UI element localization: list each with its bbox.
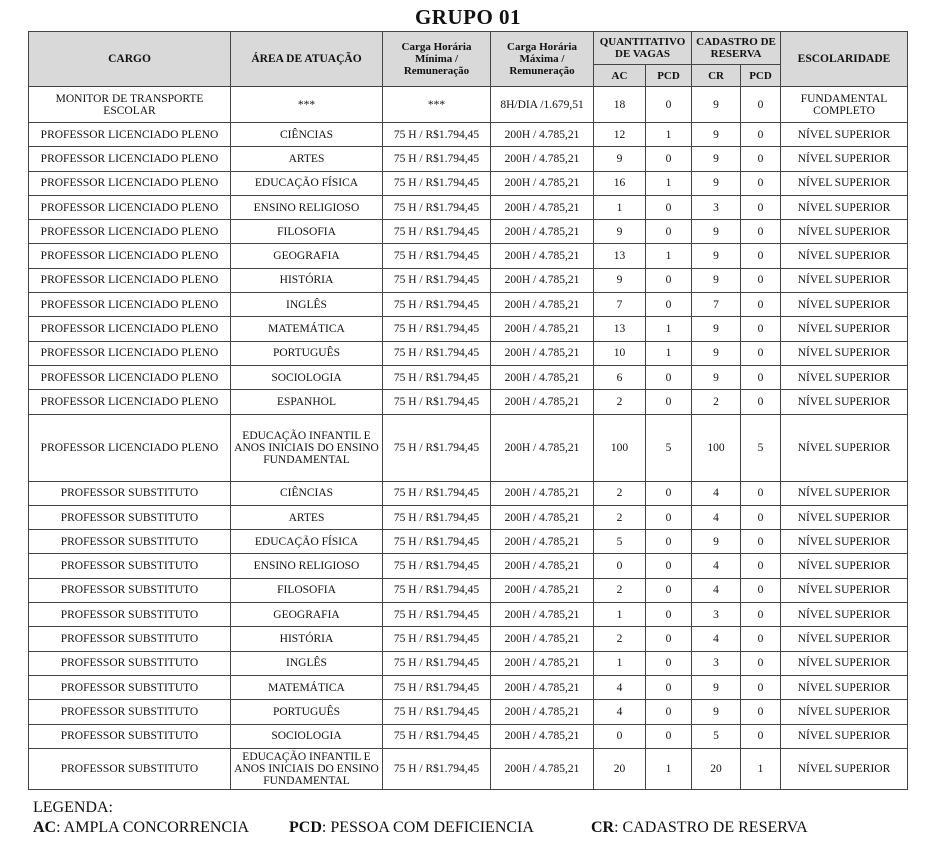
cell-cr: 9 [692,220,741,244]
cell-carga-maxima: 200H / 4.785,21 [491,603,594,627]
header-pcd-reserva: PCD [741,65,781,87]
cell-carga-maxima: 200H / 4.785,21 [491,171,594,195]
legend-pcd [289,819,591,837]
cell-cr: 4 [692,627,741,651]
cell-cr: 9 [692,123,741,147]
cell-cr: 4 [692,505,741,529]
legend-ac-text: : AMPLA CONCORRENCIA [56,819,250,836]
cell-cargo: PROFESSOR SUBSTITUTO [29,748,231,789]
cell-cr: 3 [692,651,741,675]
table-row [29,700,908,724]
cell-pcd: 1 [646,171,692,195]
cell-ac: 2 [594,505,646,529]
table-row [29,171,908,195]
cell-pcd-reserva: 0 [741,700,781,724]
cell-cr: 9 [692,341,741,365]
cell-carga-minima: 75 H / R$1.794,45 [383,700,491,724]
cell-pcd-reserva: 0 [741,147,781,171]
cell-ac: 2 [594,627,646,651]
header-cadastro: CADASTRO DE RESERVA [692,32,781,65]
cell-area: PORTUGUÊS [231,700,383,724]
legend-pcd-abbr: PCD [289,819,322,836]
cell-carga-minima: 75 H / R$1.794,45 [383,505,491,529]
cell-escolaridade: NÍVEL SUPERIOR [781,675,908,699]
cell-pcd-reserva: 0 [741,651,781,675]
cell-carga-minima: 75 H / R$1.794,45 [383,341,491,365]
cell-escolaridade: NÍVEL SUPERIOR [781,293,908,317]
cell-pcd: 0 [646,651,692,675]
cell-pcd-reserva: 0 [741,554,781,578]
header-area: ÁREA DE ATUAÇÃO [231,32,383,87]
header-cr: CR [692,65,741,87]
cell-carga-minima: 75 H / R$1.794,45 [383,195,491,219]
cell-ac: 1 [594,651,646,675]
cell-ac: 12 [594,123,646,147]
cell-area: *** [231,87,383,123]
cell-escolaridade: NÍVEL SUPERIOR [781,365,908,389]
cell-carga-minima: 75 H / R$1.794,45 [383,554,491,578]
cell-pcd-reserva: 0 [741,341,781,365]
cell-carga-maxima: 200H / 4.785,21 [491,268,594,292]
cell-carga-minima: 75 H / R$1.794,45 [383,627,491,651]
cell-pcd-reserva: 5 [741,414,781,481]
cell-pcd: 0 [646,220,692,244]
cell-carga-minima: 75 H / R$1.794,45 [383,603,491,627]
cell-pcd: 0 [646,578,692,602]
cell-escolaridade: NÍVEL SUPERIOR [781,268,908,292]
cell-cargo: PROFESSOR LICENCIADO PLENO [29,268,231,292]
cell-cr: 9 [692,530,741,554]
cell-carga-minima: 75 H / R$1.794,45 [383,171,491,195]
cell-pcd-reserva: 0 [741,123,781,147]
cell-carga-minima: 75 H / R$1.794,45 [383,748,491,789]
cell-cargo: PROFESSOR LICENCIADO PLENO [29,341,231,365]
cell-cargo: PROFESSOR SUBSTITUTO [29,554,231,578]
table-row [29,293,908,317]
legend-cr-abbr: CR [591,819,615,836]
cell-ac: 0 [594,554,646,578]
cell-ac: 1 [594,195,646,219]
table-row [29,87,908,123]
cell-pcd-reserva: 0 [741,481,781,505]
table-row [29,481,908,505]
cell-carga-maxima: 200H / 4.785,21 [491,317,594,341]
cell-area: GEOGRAFIA [231,603,383,627]
cell-carga-minima: 75 H / R$1.794,45 [383,724,491,748]
cell-escolaridade: NÍVEL SUPERIOR [781,481,908,505]
cell-carga-minima: 75 H / R$1.794,45 [383,317,491,341]
cell-escolaridade: NÍVEL SUPERIOR [781,724,908,748]
legend-pcd-text: : PESSOA COM DEFICIENCIA [321,819,534,836]
cell-cargo: PROFESSOR LICENCIADO PLENO [29,390,231,414]
legend-ac-abbr: AC [33,819,57,836]
header-escolaridade: ESCOLARIDADE [781,32,908,87]
table-row [29,414,908,481]
cell-carga-maxima: 200H / 4.785,21 [491,675,594,699]
cell-area: CIÊNCIAS [231,123,383,147]
table-row [29,244,908,268]
cell-carga-maxima: 200H / 4.785,21 [491,481,594,505]
cell-area: ARTES [231,147,383,171]
legend-ac [33,819,289,837]
cell-cargo: PROFESSOR SUBSTITUTO [29,651,231,675]
cell-area: ENSINO RELIGIOSO [231,554,383,578]
table-row [29,748,908,789]
table-row [29,195,908,219]
cell-carga-maxima: 200H / 4.785,21 [491,651,594,675]
table-row [29,578,908,602]
cell-area: FILOSOFIA [231,220,383,244]
legend-items [33,819,808,837]
cell-cr: 9 [692,244,741,268]
cell-pcd-reserva: 0 [741,220,781,244]
cell-pcd: 0 [646,87,692,123]
cell-area: HISTÓRIA [231,268,383,292]
cell-ac: 2 [594,578,646,602]
cell-cargo: PROFESSOR LICENCIADO PLENO [29,171,231,195]
cell-pcd: 1 [646,123,692,147]
cell-ac: 10 [594,341,646,365]
cell-ac: 4 [594,700,646,724]
cell-pcd: 0 [646,293,692,317]
cell-carga-minima: 75 H / R$1.794,45 [383,365,491,389]
cell-escolaridade: NÍVEL SUPERIOR [781,554,908,578]
cell-cargo: PROFESSOR SUBSTITUTO [29,724,231,748]
cell-cr: 100 [692,414,741,481]
legend [33,799,808,837]
cell-pcd: 1 [646,317,692,341]
cell-carga-maxima: 200H / 4.785,21 [491,195,594,219]
cell-cargo: PROFESSOR LICENCIADO PLENO [29,317,231,341]
cell-ac: 13 [594,244,646,268]
cell-carga-minima: 75 H / R$1.794,45 [383,578,491,602]
cell-pcd-reserva: 0 [741,530,781,554]
cell-escolaridade: NÍVEL SUPERIOR [781,220,908,244]
cell-carga-minima: 75 H / R$1.794,45 [383,268,491,292]
cell-area: FILOSOFIA [231,578,383,602]
cell-pcd-reserva: 0 [741,317,781,341]
cell-carga-minima: 75 H / R$1.794,45 [383,123,491,147]
cell-cargo: PROFESSOR LICENCIADO PLENO [29,293,231,317]
table-row [29,505,908,529]
cell-ac: 13 [594,317,646,341]
cell-carga-maxima: 200H / 4.785,21 [491,390,594,414]
cell-pcd: 0 [646,390,692,414]
cell-area: EDUCAÇÃO INFANTIL E ANOS INICIAIS DO ENSINO FUNDAMENTAL [231,748,383,789]
table-row [29,675,908,699]
cell-area: CIÊNCIAS [231,481,383,505]
cell-carga-minima: 75 H / R$1.794,45 [383,147,491,171]
cell-ac: 1 [594,603,646,627]
cell-cr: 4 [692,578,741,602]
cell-escolaridade: NÍVEL SUPERIOR [781,627,908,651]
cell-carga-maxima: 8H/DIA /1.679,51 [491,87,594,123]
cell-carga-maxima: 200H / 4.785,21 [491,341,594,365]
cell-pcd: 0 [646,268,692,292]
cell-cargo: PROFESSOR LICENCIADO PLENO [29,123,231,147]
cell-pcd: 0 [646,603,692,627]
table-row [29,627,908,651]
cell-cr: 9 [692,171,741,195]
cell-cargo: MONITOR DE TRANSPORTE ESCOLAR [29,87,231,123]
cell-area: HISTÓRIA [231,627,383,651]
cell-escolaridade: NÍVEL SUPERIOR [781,505,908,529]
legend-cr [591,819,808,837]
cell-escolaridade: FUNDAMENTAL COMPLETO [781,87,908,123]
cell-area: SOCIOLOGIA [231,724,383,748]
cell-cr: 4 [692,481,741,505]
cell-carga-maxima: 200H / 4.785,21 [491,147,594,171]
cell-escolaridade: NÍVEL SUPERIOR [781,341,908,365]
cell-carga-minima: 75 H / R$1.794,45 [383,530,491,554]
table-row [29,390,908,414]
table-row [29,268,908,292]
cell-cargo: PROFESSOR LICENCIADO PLENO [29,414,231,481]
cell-carga-maxima: 200H / 4.785,21 [491,554,594,578]
cell-ac: 9 [594,268,646,292]
cell-ac: 18 [594,87,646,123]
cell-carga-minima: 75 H / R$1.794,45 [383,651,491,675]
cell-ac: 4 [594,675,646,699]
cell-pcd-reserva: 0 [741,390,781,414]
cell-cargo: PROFESSOR SUBSTITUTO [29,578,231,602]
cell-cr: 9 [692,147,741,171]
cell-pcd: 0 [646,365,692,389]
table-row [29,317,908,341]
cell-cr: 3 [692,603,741,627]
cell-carga-maxima: 200H / 4.785,21 [491,244,594,268]
cell-cr: 9 [692,675,741,699]
cell-cargo: PROFESSOR LICENCIADO PLENO [29,220,231,244]
cell-escolaridade: NÍVEL SUPERIOR [781,414,908,481]
header-ac: AC [594,65,646,87]
cell-cr: 9 [692,317,741,341]
cell-cr: 20 [692,748,741,789]
cell-escolaridade: NÍVEL SUPERIOR [781,147,908,171]
legend-cr-text: : CADASTRO DE RESERVA [614,819,808,836]
table-body [29,87,908,790]
cell-carga-maxima: 200H / 4.785,21 [491,530,594,554]
cell-area: SOCIOLOGIA [231,365,383,389]
cell-carga-maxima: 200H / 4.785,21 [491,700,594,724]
cell-carga-minima: 75 H / R$1.794,45 [383,220,491,244]
cell-pcd: 0 [646,481,692,505]
cell-pcd: 0 [646,675,692,699]
cell-ac: 6 [594,365,646,389]
cell-pcd-reserva: 0 [741,195,781,219]
cell-carga-minima: *** [383,87,491,123]
cell-pcd-reserva: 0 [741,244,781,268]
cell-pcd-reserva: 0 [741,724,781,748]
cell-pcd: 0 [646,724,692,748]
cell-cr: 3 [692,195,741,219]
cell-pcd: 5 [646,414,692,481]
cell-carga-minima: 75 H / R$1.794,45 [383,244,491,268]
table-row [29,603,908,627]
cell-carga-minima: 75 H / R$1.794,45 [383,293,491,317]
cell-pcd: 0 [646,700,692,724]
table-row [29,123,908,147]
cell-pcd: 0 [646,195,692,219]
table-row [29,365,908,389]
cell-area: ENSINO RELIGIOSO [231,195,383,219]
table-row [29,341,908,365]
cell-area: EDUCAÇÃO FÍSICA [231,530,383,554]
cell-carga-maxima: 200H / 4.785,21 [491,220,594,244]
table-row [29,147,908,171]
cell-area: PORTUGUÊS [231,341,383,365]
header-carga-minima: Carga Horária Mínima / Remuneração [383,32,491,87]
cell-carga-minima: 75 H / R$1.794,45 [383,675,491,699]
cell-ac: 2 [594,390,646,414]
cell-carga-maxima: 200H / 4.785,21 [491,627,594,651]
cell-pcd-reserva: 0 [741,627,781,651]
cell-carga-maxima: 200H / 4.785,21 [491,748,594,789]
header-pcd: PCD [646,65,692,87]
cell-carga-maxima: 200H / 4.785,21 [491,724,594,748]
cell-pcd-reserva: 0 [741,505,781,529]
cell-cargo: PROFESSOR SUBSTITUTO [29,530,231,554]
cell-pcd-reserva: 0 [741,578,781,602]
cell-area: ESPANHOL [231,390,383,414]
cell-cr: 7 [692,293,741,317]
cell-escolaridade: NÍVEL SUPERIOR [781,390,908,414]
table-row [29,724,908,748]
cell-escolaridade: NÍVEL SUPERIOR [781,123,908,147]
cell-cargo: PROFESSOR SUBSTITUTO [29,675,231,699]
cell-ac: 100 [594,414,646,481]
cell-carga-maxima: 200H / 4.785,21 [491,293,594,317]
table-row [29,554,908,578]
cell-ac: 16 [594,171,646,195]
cell-pcd-reserva: 0 [741,171,781,195]
cell-area: ARTES [231,505,383,529]
cell-pcd: 1 [646,244,692,268]
cell-ac: 7 [594,293,646,317]
cell-pcd: 0 [646,505,692,529]
cell-pcd-reserva: 0 [741,87,781,123]
cell-pcd-reserva: 1 [741,748,781,789]
cell-cr: 5 [692,724,741,748]
cell-escolaridade: NÍVEL SUPERIOR [781,700,908,724]
cell-carga-minima: 75 H / R$1.794,45 [383,390,491,414]
cell-cr: 9 [692,700,741,724]
table-row [29,530,908,554]
cell-cargo: PROFESSOR SUBSTITUTO [29,603,231,627]
cell-escolaridade: NÍVEL SUPERIOR [781,195,908,219]
cell-cr: 9 [692,365,741,389]
cell-pcd-reserva: 0 [741,293,781,317]
cell-pcd-reserva: 0 [741,365,781,389]
cell-pcd: 0 [646,530,692,554]
cell-cargo: PROFESSOR SUBSTITUTO [29,481,231,505]
cell-pcd: 0 [646,147,692,171]
cell-area: GEOGRAFIA [231,244,383,268]
cell-carga-maxima: 200H / 4.785,21 [491,578,594,602]
table-row [29,651,908,675]
cell-area: INGLÊS [231,293,383,317]
cell-area: EDUCAÇÃO FÍSICA [231,171,383,195]
cell-cr: 9 [692,268,741,292]
cell-area: INGLÊS [231,651,383,675]
cell-ac: 0 [594,724,646,748]
cell-cr: 2 [692,390,741,414]
cell-area: MATEMÁTICA [231,675,383,699]
cell-cargo: PROFESSOR LICENCIADO PLENO [29,147,231,171]
cell-pcd: 0 [646,627,692,651]
cell-ac: 9 [594,220,646,244]
cell-area: MATEMÁTICA [231,317,383,341]
cell-pcd: 0 [646,554,692,578]
cell-escolaridade: NÍVEL SUPERIOR [781,578,908,602]
cell-cr: 9 [692,87,741,123]
cell-cargo: PROFESSOR LICENCIADO PLENO [29,365,231,389]
cell-escolaridade: NÍVEL SUPERIOR [781,317,908,341]
cell-cargo: PROFESSOR SUBSTITUTO [29,627,231,651]
cell-ac: 9 [594,147,646,171]
cell-escolaridade: NÍVEL SUPERIOR [781,748,908,789]
table-row [29,220,908,244]
cell-carga-maxima: 200H / 4.785,21 [491,365,594,389]
cell-ac: 2 [594,481,646,505]
cell-carga-minima: 75 H / R$1.794,45 [383,414,491,481]
cell-carga-maxima: 200H / 4.785,21 [491,414,594,481]
cell-carga-minima: 75 H / R$1.794,45 [383,481,491,505]
legend-title: LEGENDA: [33,799,113,816]
header-carga-maxima: Carga Horária Máxima / Remuneração [491,32,594,87]
cell-pcd-reserva: 0 [741,268,781,292]
cell-cargo: PROFESSOR LICENCIADO PLENO [29,195,231,219]
cell-ac: 5 [594,530,646,554]
cell-cr: 4 [692,554,741,578]
document-title: GRUPO 01 [414,5,522,29]
cell-carga-maxima: 200H / 4.785,21 [491,505,594,529]
cell-cargo: PROFESSOR SUBSTITUTO [29,700,231,724]
cell-escolaridade: NÍVEL SUPERIOR [781,244,908,268]
cell-escolaridade: NÍVEL SUPERIOR [781,171,908,195]
cell-escolaridade: NÍVEL SUPERIOR [781,651,908,675]
cell-carga-maxima: 200H / 4.785,21 [491,123,594,147]
cell-cargo: PROFESSOR LICENCIADO PLENO [29,244,231,268]
header-cargo: CARGO [29,32,231,87]
cell-pcd-reserva: 0 [741,675,781,699]
vacancy-table [28,31,908,790]
table-header [29,32,908,87]
cell-area: EDUCAÇÃO INFANTIL E ANOS INICIAIS DO ENSINO FUNDAMENTAL [231,414,383,481]
cell-escolaridade: NÍVEL SUPERIOR [781,530,908,554]
cell-cargo: PROFESSOR SUBSTITUTO [29,505,231,529]
cell-ac: 20 [594,748,646,789]
cell-escolaridade: NÍVEL SUPERIOR [781,603,908,627]
cell-pcd-reserva: 0 [741,603,781,627]
header-quantitativo: QUANTITATIVO DE VAGAS [594,32,692,65]
cell-pcd: 1 [646,341,692,365]
cell-pcd: 1 [646,748,692,789]
